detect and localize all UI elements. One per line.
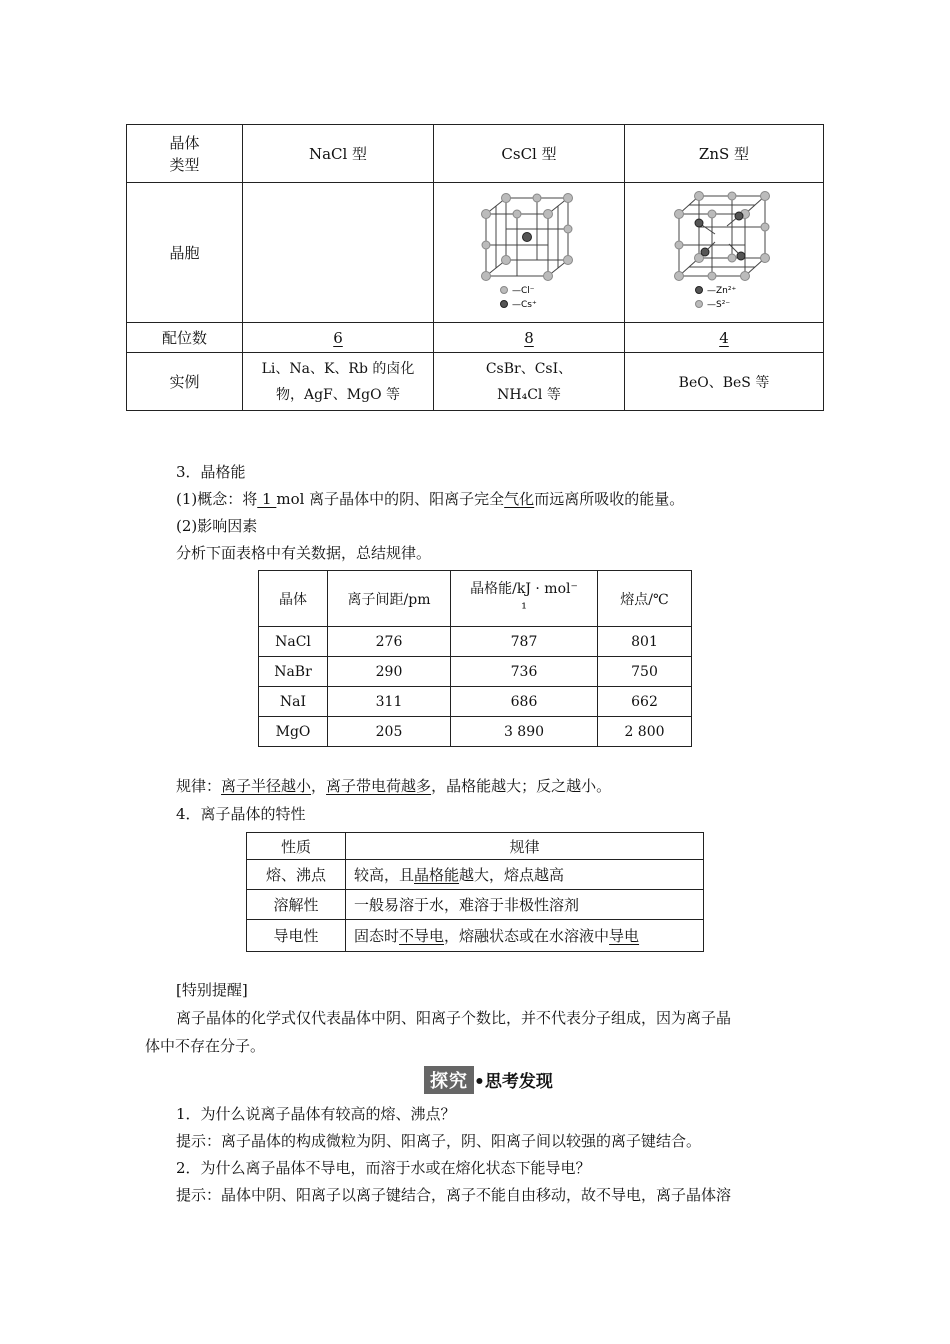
cscl-unit-cell-diagram xyxy=(474,186,584,316)
rule-underlined: 不导电 xyxy=(399,927,445,945)
note-line-2: 体中不存在分子。 xyxy=(145,1037,266,1055)
cell: 311 xyxy=(328,687,451,717)
concept-pre: (1)概念：将 xyxy=(176,490,258,508)
cscl-legend-cl: —Cl⁻ xyxy=(512,285,535,296)
th-melting-point: 熔点/℃ xyxy=(598,571,692,627)
answer-1: 提示：离子晶体的构成微粒为阴、阳离子，阴、阳离子间以较强的离子键结合。 xyxy=(176,1132,702,1150)
crystal-type-table xyxy=(126,124,824,411)
properties-table xyxy=(246,832,704,952)
th-property: 性质 xyxy=(247,833,346,860)
zns-unit-cell-diagram xyxy=(669,186,779,316)
rule-text: 一般易溶于水，难溶于非极性溶剂 xyxy=(354,896,580,914)
rule-text: 较高，且 xyxy=(354,866,415,884)
cell: NaCl xyxy=(259,627,328,657)
property-name: 溶解性 xyxy=(247,890,346,920)
coordination-nacl: 6 xyxy=(333,328,343,347)
table-row xyxy=(247,890,704,920)
property-name: 熔、沸点 xyxy=(247,860,346,890)
zns-legend-zn: —Zn²⁺ xyxy=(707,285,737,296)
rule-text: ，熔融状态或在水溶液中 xyxy=(444,927,610,945)
concept-post: 而远离所吸收的能量。 xyxy=(534,490,685,508)
explore-text: •思考发现 xyxy=(474,1072,553,1092)
coordination-cscl: 8 xyxy=(524,328,534,347)
examples-label: 实例 xyxy=(127,353,243,411)
nacl-cell-empty xyxy=(243,183,434,323)
section4-title: 4．离子晶体的特性 xyxy=(176,805,306,823)
cell: NaBr xyxy=(259,657,328,687)
cell: 290 xyxy=(328,657,451,687)
property-rule xyxy=(346,890,704,920)
cell: 750 xyxy=(598,657,692,687)
cscl-legend-cs: —Cs⁺ xyxy=(512,299,537,310)
note-title: [特别提醒] xyxy=(176,981,248,999)
rule-mid: ， xyxy=(311,777,327,795)
property-name: 导电性 xyxy=(247,920,346,952)
property-rule xyxy=(346,860,704,890)
concept-line xyxy=(176,489,684,509)
cell: 686 xyxy=(451,687,598,717)
cell: 736 xyxy=(451,657,598,687)
concept-mid: mol 离子晶体中的阴、阳离子完全 xyxy=(276,490,505,508)
coordination-label: 配位数 xyxy=(127,323,243,353)
rule-text: 固态时 xyxy=(354,927,400,945)
cscl-cell xyxy=(434,183,625,323)
rule-underlined: 导电 xyxy=(609,927,640,945)
unit-cell-label: 晶胞 xyxy=(127,183,243,323)
lattice-energy-table xyxy=(258,570,692,747)
analysis-line: 分析下面表格中有关数据，总结规律。 xyxy=(176,544,432,562)
cell: 276 xyxy=(328,627,451,657)
table-row xyxy=(259,657,692,687)
examples-cscl: CsBr、CsI、 NH₄Cl 等 xyxy=(434,353,625,411)
rule-post: ，晶格能越大；反之越小。 xyxy=(431,777,612,795)
header-cscl: CsCl 型 xyxy=(434,125,625,183)
note-line-1: 离子晶体的化学式仅代表晶体中阴、阳离子个数比，并不代表分子组成，因为离子晶 xyxy=(176,1009,732,1027)
rule-line xyxy=(176,776,611,796)
question-2: 2．为什么离子晶体不导电，而溶于水或在熔化状态下能导电？ xyxy=(176,1159,591,1177)
question-1: 1．为什么说离子晶体有较高的熔、沸点？ xyxy=(176,1105,456,1123)
table-row xyxy=(259,687,692,717)
th-rule: 规律 xyxy=(346,833,704,860)
table-row xyxy=(247,860,704,890)
explore-banner xyxy=(424,1066,553,1094)
table-row xyxy=(247,920,704,952)
rule-charge: 离子带电荷越多 xyxy=(326,777,432,795)
answer-2: 提示：晶体中阴、阳离子以离子键结合，离子不能自由移动，故不导电，离子晶体溶 xyxy=(176,1186,732,1204)
factor-heading: (2)影响因素 xyxy=(176,517,258,535)
rule-underlined: 晶格能 xyxy=(414,866,460,884)
cell: 662 xyxy=(598,687,692,717)
cell: 2 800 xyxy=(598,717,692,747)
zns-cell xyxy=(625,183,824,323)
coordination-zns: 4 xyxy=(719,328,729,347)
cell: NaI xyxy=(259,687,328,717)
cell: MgO xyxy=(259,717,328,747)
rule-text: 越大，熔点越高 xyxy=(459,866,565,884)
cell: 205 xyxy=(328,717,451,747)
rule-radius: 离子半径越小 xyxy=(221,777,312,795)
cell: 787 xyxy=(451,627,598,657)
concept-gasify: 气化 xyxy=(504,490,535,508)
examples-zns: BeO、BeS 等 xyxy=(625,353,824,411)
table-row xyxy=(259,717,692,747)
concept-amount: 1 xyxy=(257,490,277,508)
th-lattice-energy: 晶格能/kJ · mol⁻ ¹ xyxy=(451,571,598,627)
header-zns: ZnS 型 xyxy=(625,125,824,183)
table-row xyxy=(259,627,692,657)
cell: 3 890 xyxy=(451,717,598,747)
section3-title: 3．晶格能 xyxy=(176,463,246,481)
rule-pre: 规律： xyxy=(176,777,222,795)
property-rule xyxy=(346,920,704,952)
header-crystal-type: 晶体 类型 xyxy=(127,125,243,183)
th-crystal: 晶体 xyxy=(259,571,328,627)
th-distance: 离子间距/pm xyxy=(328,571,451,627)
examples-nacl: Li、Na、K、Rb 的卤化 物，AgF、MgO 等 xyxy=(243,353,434,411)
cell: 801 xyxy=(598,627,692,657)
explore-box: 探究 xyxy=(424,1066,474,1094)
zns-legend-s: —S²⁻ xyxy=(707,299,731,310)
header-nacl: NaCl 型 xyxy=(243,125,434,183)
